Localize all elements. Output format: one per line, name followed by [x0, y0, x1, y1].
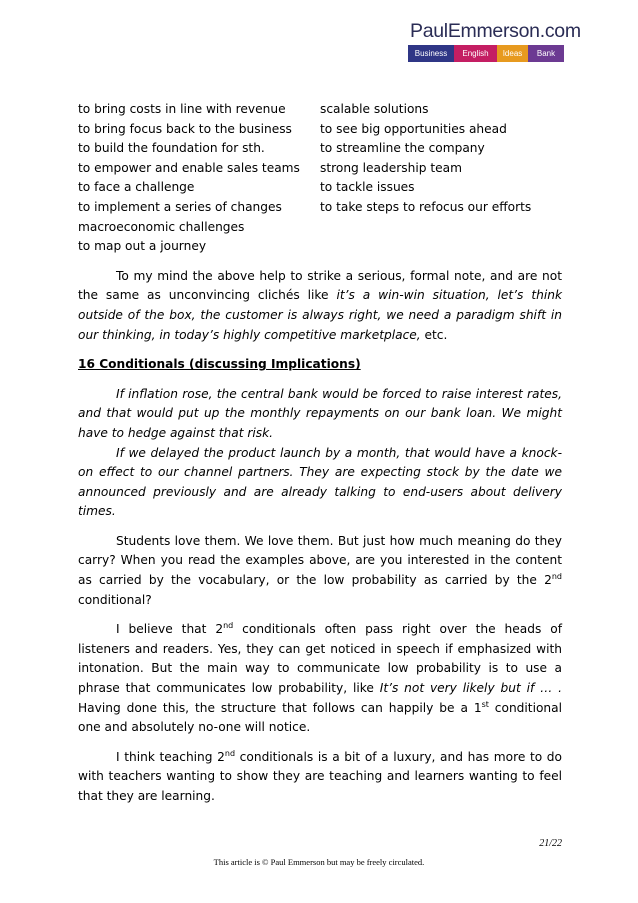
superscript: nd: [223, 621, 234, 631]
phrase-item: to see big opportunities ahead: [320, 121, 507, 136]
paragraph-text: conditionals often pass right over the heads of listeners and readers. Yes, they can get noticed in speech if emphasized with intonation. But the main way to communicate low probability is to use a phrase that communicates low probability, like: [78, 622, 562, 696]
paragraph-students: [78, 532, 562, 610]
paragraph-text: Having done this, the structure that follows can happily be a 1: [78, 700, 482, 715]
phrase-item: to tackle issues: [320, 180, 415, 195]
phrase-item: to face a challenge: [78, 180, 195, 195]
cliche-examples: it’s a win-win situation, let’s think outside of the box, the customer is always right, we need a paradigm shift in our thinking, in today’s highly competitive marketplace,: [78, 288, 563, 342]
phrase-column-right: [320, 100, 562, 257]
site-logo: [408, 20, 581, 62]
logo-segment-bank: Bank: [528, 45, 564, 62]
logo-segment-ideas: Ideas: [497, 45, 528, 62]
logo-segment-business: Business: [408, 45, 454, 62]
phrase-item: macroeconomic challenges: [78, 219, 245, 234]
example-sentence: If we delayed the product launch by a month, that would have a knock-on effect to our channel partners. They are expecting stock by the date we announced previously and are already talking to end-users about delivery times.: [78, 445, 562, 519]
logo-tagline-bar: [408, 45, 566, 62]
phrase-item: to map out a journey: [78, 239, 207, 254]
paragraph-text: To my mind the above help to strike a serious, formal note, and are not the same as unconvincing clichés like: [78, 268, 562, 303]
section-heading: 16 Conditionals (discussing Implications): [78, 357, 361, 372]
phrase-item: strong leadership team: [320, 160, 462, 175]
paragraph-belief: [78, 620, 562, 738]
phrase-item: to take steps to refocus our efforts: [320, 199, 532, 214]
footer-copyright: This article is © Paul Emmerson but may be freely circulated.: [213, 857, 425, 867]
example-phrase: It’s not very likely but if … .: [379, 681, 562, 696]
paragraph-text: I think teaching 2: [116, 749, 225, 764]
paragraph-text: conditionals is a bit of a luxury, and has more to do with teachers wanting to show they are teaching and learners wanting to feel that they are learning.: [78, 749, 562, 803]
page-number: 21/22: [539, 838, 562, 849]
example-sentence: If inflation rose, the central bank would be forced to raise interest rates, and that would put up the monthly repayments on our bank loan. We might have to hedge against that risk.: [78, 386, 562, 440]
phrase-list: [78, 100, 562, 257]
paragraph-text: I believe that 2: [116, 622, 224, 637]
phrase-item: to bring focus back to the business: [78, 121, 292, 136]
logo-title: PaulEmmerson.com: [410, 20, 581, 42]
phrase-item: to empower and enable sales teams: [78, 160, 300, 175]
phrase-item: to streamline the company: [320, 141, 485, 156]
phrase-column-left: [78, 100, 320, 257]
superscript: nd: [551, 572, 562, 582]
superscript: st: [481, 699, 489, 709]
phrase-item: to implement a series of changes: [78, 199, 282, 214]
paragraph-text: Students love them. We love them. But just how much meaning do they carry? When you read the examples above, are you interested in the content as carried by the vocabulary, or the low probability as carried by the 2: [78, 533, 562, 588]
paragraph-luxury: [78, 748, 562, 807]
phrase-item: to build the foundation for sth.: [78, 141, 265, 156]
article-body: [78, 100, 562, 807]
phrase-item: to bring costs in line with revenue: [78, 102, 286, 116]
paragraph-text: conditional?: [78, 592, 152, 607]
superscript: nd: [224, 748, 236, 758]
paragraph-cliches: [78, 267, 562, 345]
paragraph-text: conditional one and absolutely no-one will notice.: [78, 700, 563, 735]
phrase-item: scalable solutions: [320, 102, 429, 116]
logo-segment-english: English: [454, 45, 497, 62]
paragraph-text: etc.: [420, 327, 448, 342]
